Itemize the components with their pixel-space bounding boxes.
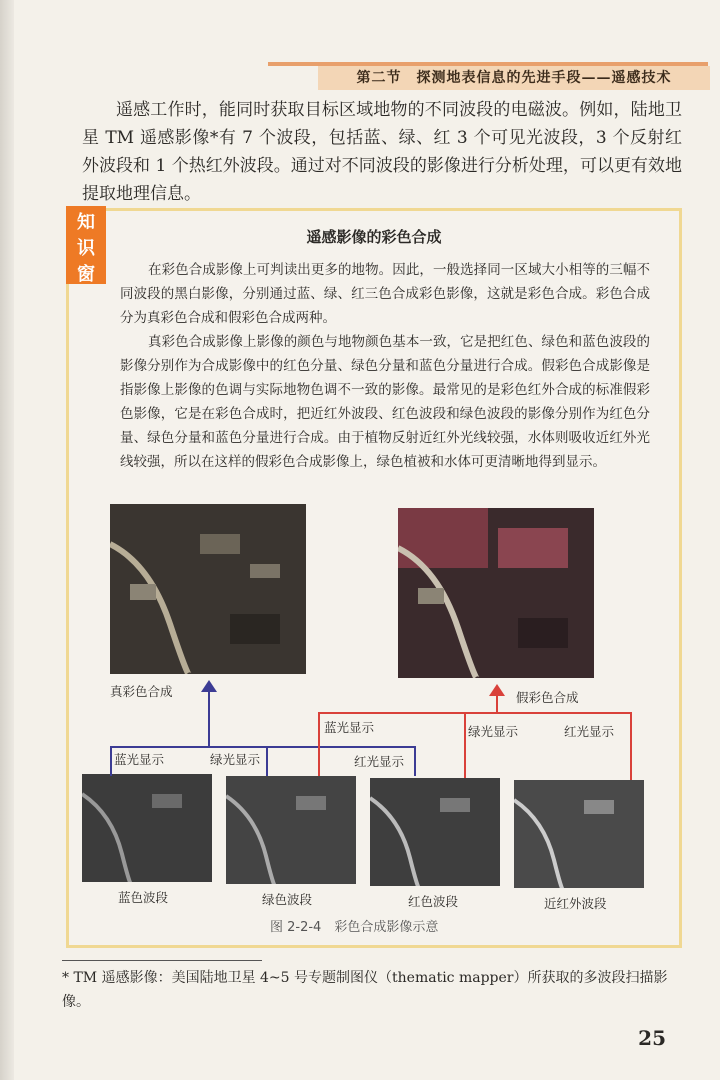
knowledge-paragraph-1: 在彩色合成影像上可判读出更多的地物。因此，一般选择同一区域大小相等的三幅不同波段的黑白影像，分别通过蓝、绿、红三色合成彩色影像，这就是彩色合成。彩色合成分为真彩色合成和假彩色合成两种。 bbox=[120, 262, 650, 326]
blue-band-image bbox=[82, 774, 212, 882]
band-green-label: 绿色波段 bbox=[262, 892, 313, 907]
footnote: * TM 遥感影像：美国陆地卫星 4~5 号专题制图仪（thematic mapper）所获取的多波段扫描影像。 bbox=[62, 970, 668, 1010]
false-color-drop-red bbox=[464, 712, 466, 778]
false-color-image bbox=[398, 508, 594, 678]
false-color-label: 假彩色合成 bbox=[516, 690, 579, 705]
body-paragraph-block bbox=[82, 96, 682, 208]
band-red-label: 红色波段 bbox=[408, 894, 459, 909]
knowledge-paragraph-2: 真彩色合成影像上影像的颜色与地物颜色基本一致，它是把红色、绿色和蓝色波段的影像分别作为合成影像中的红色分量、绿色分量和蓝色分量进行合成。假彩色合成影像是指影像上影像的色调与实际地物色调不一致的影像。最常见的是彩色红外合成的标准假彩色影像，它是在彩色合成时，把近红外波段、红色波段和绿色波段的影像分别作为红色分量、绿色分量和蓝色分量进行合成。由于植物反射近红外光线较强，水体则吸收近红外光线较强，所以在这样的假彩色合成影像上，绿色植被和水体可更清晰地得到显示。 bbox=[120, 334, 650, 470]
true-color-arrow-stem bbox=[208, 692, 210, 748]
band-blue-label: 蓝色波段 bbox=[118, 890, 169, 905]
figure-caption: 图 2-2-4 彩色合成影像示意 bbox=[270, 920, 439, 935]
true-color-label: 真彩色合成 bbox=[110, 684, 173, 699]
true-color-arrowhead bbox=[201, 680, 217, 692]
body-paragraph: 遥感工作时，能同时获取目标区域地物的不同波段的电磁波。例如，陆地卫星 TM 遥感影像*有 7 个波段，包括蓝、绿、红 3 个可见光波段，3 个反射红外波段和 1 个热红外波段。通过对不同波段的影像进行分析处理，可以更有效地提取地理信息。 bbox=[82, 100, 682, 204]
green-display-label-true: 绿光显示 bbox=[210, 752, 261, 767]
band-nir-label: 近红外波段 bbox=[544, 896, 607, 911]
footnote-rule bbox=[62, 960, 262, 961]
knowledge-window-tag-text: 知识窗 bbox=[77, 212, 95, 285]
blue-display-label: 蓝光显示 bbox=[114, 752, 165, 767]
book-spine-shadow bbox=[0, 0, 14, 1080]
green-band-image bbox=[226, 776, 356, 884]
true-color-drop-blue bbox=[110, 746, 112, 776]
red-band-image bbox=[370, 778, 500, 886]
false-color-drop-nir bbox=[630, 712, 632, 780]
page-number: 25 bbox=[638, 1026, 666, 1050]
true-color-drop-red bbox=[414, 746, 416, 776]
section-header: 第二节 探测地表信息的先进手段——遥感技术 bbox=[318, 66, 710, 90]
red-display-label-false: 红光显示 bbox=[564, 724, 615, 739]
knowledge-title: 遥感影像的彩色合成 bbox=[306, 228, 442, 246]
green-display-label-false: 绿光显示 bbox=[468, 724, 519, 739]
false-color-bus bbox=[318, 712, 632, 714]
true-color-drop-green bbox=[266, 746, 268, 776]
knowledge-text bbox=[120, 258, 650, 474]
false-color-arrowhead bbox=[489, 684, 505, 696]
false-color-drop-green bbox=[318, 712, 320, 776]
nir-band-image bbox=[514, 780, 644, 888]
true-color-image bbox=[110, 504, 306, 674]
true-color-bus bbox=[110, 746, 416, 748]
red-display-label-true: 红光显示 bbox=[354, 754, 405, 769]
blue-display-label-false: 蓝光显示 bbox=[324, 720, 375, 735]
